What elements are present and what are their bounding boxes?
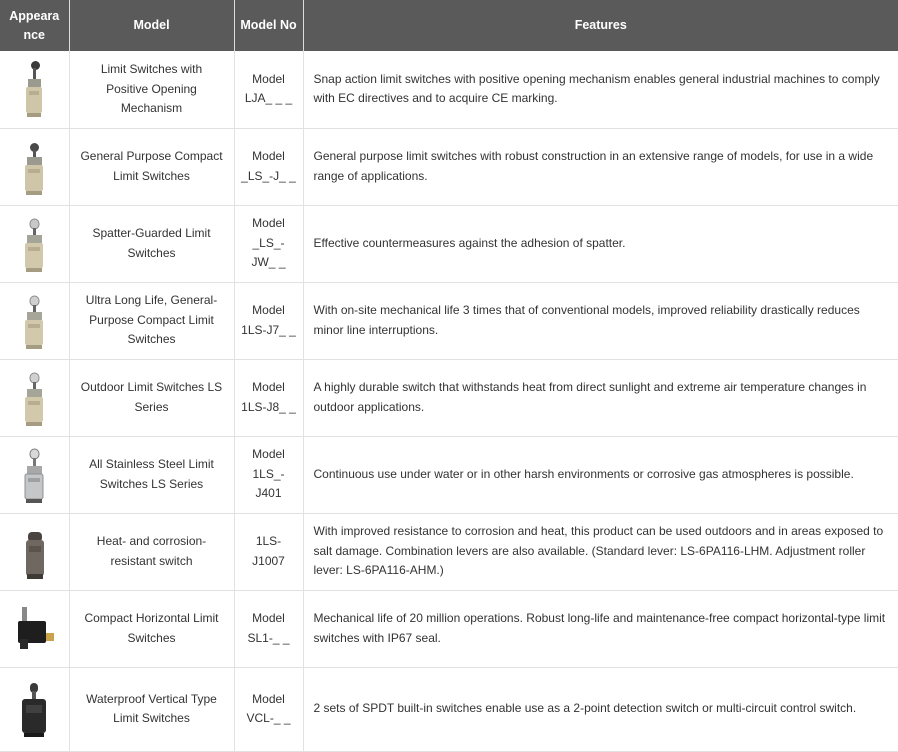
features-cell: Continuous use under water or in other harsh environments or corrosive gas atmospheres is possible. <box>303 436 898 513</box>
appearance-cell <box>0 282 69 359</box>
horizontal-switch-image <box>12 599 56 659</box>
model-cell: Spatter-Guarded Limit Switches <box>69 205 234 282</box>
model-no-cell: Model VCL-_ _ <box>234 667 303 751</box>
vertical-switch-image <box>14 679 54 739</box>
model-cell: Limit Switches with Positive Opening Mechanism <box>69 51 234 128</box>
table-row <box>0 205 898 282</box>
limit-switch-image <box>16 59 52 119</box>
limit-switch-image <box>16 368 52 428</box>
model-cell: Outdoor Limit Switches LS Series <box>69 359 234 436</box>
features-cell: Snap action limit switches with positive opening mechanism enables general industrial machines to comply with EC directives and to acquire CE marking. <box>303 51 898 128</box>
features-cell: Mechanical life of 20 million operations. Robust long-life and maintenance-free compact horizontal-type limit switches with IP67 seal. <box>303 590 898 667</box>
table-row <box>0 282 898 359</box>
features-cell: General purpose limit switches with robust construction in an extensive range of models, for use in a wide range of applications. <box>303 128 898 205</box>
stainless-switch-image <box>16 445 52 505</box>
model-no-cell: Model 1LS-J8_ _ <box>234 359 303 436</box>
features-cell: 2 sets of SPDT built-in switches enable use as a 2-point detection switch or multi-circuit control switch. <box>303 667 898 751</box>
limit-switch-image <box>16 214 52 274</box>
model-no-cell: Model 1LS_-J401 <box>234 436 303 513</box>
limit-switch-image <box>16 137 52 197</box>
model-no-cell: Model 1LS-J7_ _ <box>234 282 303 359</box>
model-cell: All Stainless Steel Limit Switches LS Series <box>69 436 234 513</box>
table-row <box>0 436 898 513</box>
appearance-cell <box>0 51 69 128</box>
header-appearance: Appeara nce <box>0 0 69 51</box>
model-cell: Ultra Long Life, General-Purpose Compact Limit Switches <box>69 282 234 359</box>
model-cell: Compact Horizontal Limit Switches <box>69 590 234 667</box>
model-no-cell: Model LJA_ _ _ <box>234 51 303 128</box>
model-cell: Waterproof Vertical Type Limit Switches <box>69 667 234 751</box>
features-cell: With on-site mechanical life 3 times that of conventional models, improved reliability drastically reduces minor line interruptions. <box>303 282 898 359</box>
features-cell: Effective countermeasures against the adhesion of spatter. <box>303 205 898 282</box>
appearance-cell <box>0 359 69 436</box>
header-model-no: Model No <box>234 0 303 51</box>
table-header-row <box>0 0 898 51</box>
table-row <box>0 128 898 205</box>
header-features: Features <box>303 0 898 51</box>
appearance-cell <box>0 513 69 590</box>
model-cell: General Purpose Compact Limit Switches <box>69 128 234 205</box>
model-no-cell: Model SL1-_ _ <box>234 590 303 667</box>
features-cell: A highly durable switch that withstands heat from direct sunlight and extreme air temperature changes in outdoor applications. <box>303 359 898 436</box>
table-row <box>0 359 898 436</box>
features-cell: With improved resistance to corrosion and heat, this product can be used outdoors and in areas exposed to salt damage. Combination levers are also available. (Standard lever: LS-6PA116-LHM. Adjustment roller lever: LS-6PA116-AHM.) <box>303 513 898 590</box>
limit-switch-image <box>16 291 52 351</box>
model-no-cell: Model _LS_-J_ _ <box>234 128 303 205</box>
table-row <box>0 590 898 667</box>
appearance-cell <box>0 128 69 205</box>
appearance-cell <box>0 205 69 282</box>
table-row <box>0 667 898 751</box>
model-no-cell: Model _LS_-JW_ _ <box>234 205 303 282</box>
model-cell: Heat- and corrosion-resistant switch <box>69 513 234 590</box>
appearance-cell <box>0 590 69 667</box>
heat-resistant-switch-image <box>16 522 52 582</box>
table-row <box>0 51 898 128</box>
appearance-cell <box>0 436 69 513</box>
header-model: Model <box>69 0 234 51</box>
model-no-cell: 1LS-J1007 <box>234 513 303 590</box>
table-row <box>0 513 898 590</box>
appearance-cell <box>0 667 69 751</box>
